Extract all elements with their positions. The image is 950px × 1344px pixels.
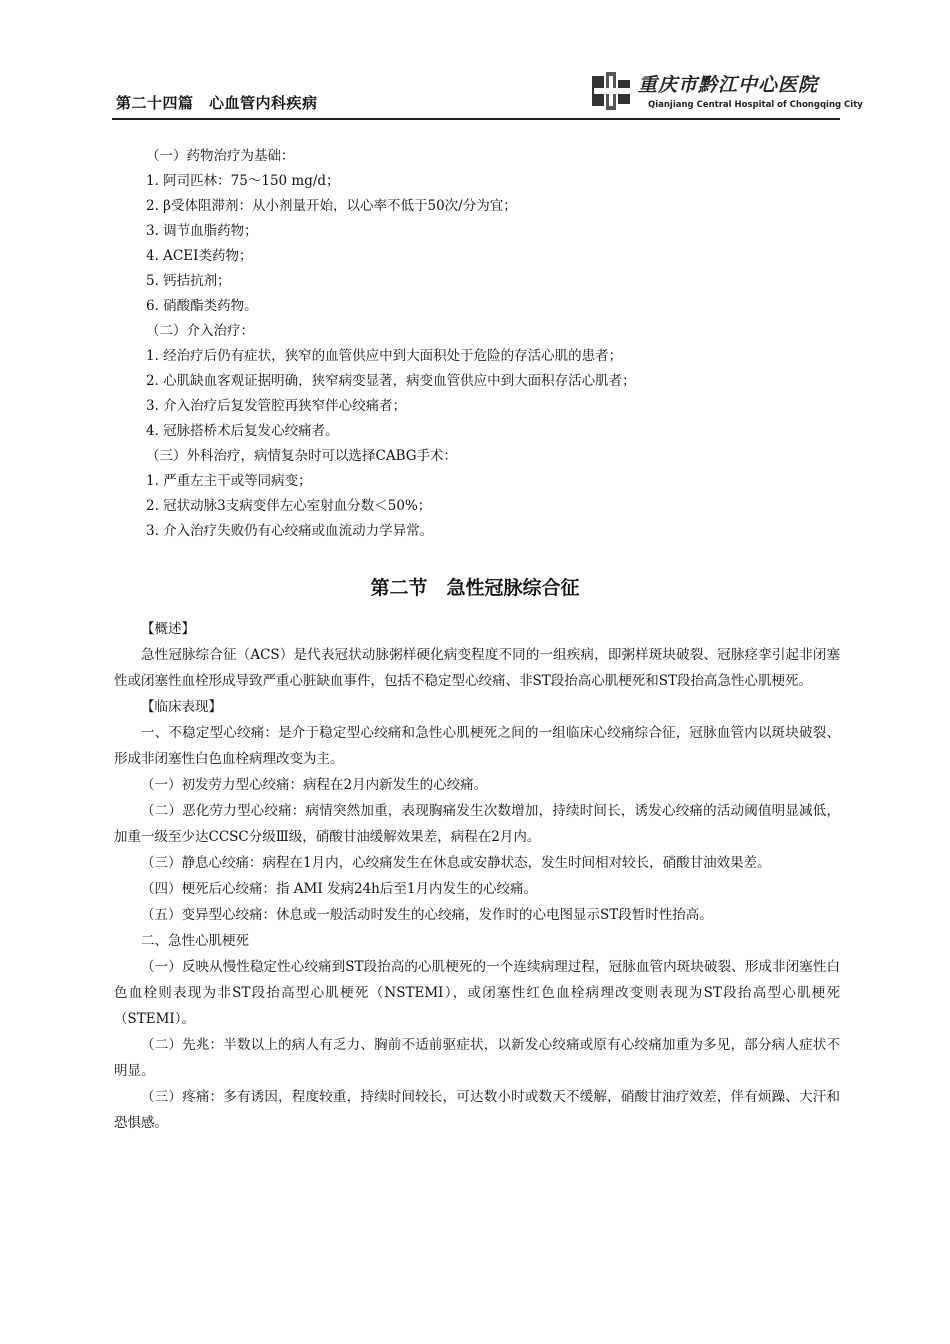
list-item: 3. 介入治疗后复发管腔再狭窄伴心绞痛者；: [146, 398, 407, 414]
section-body: [114, 616, 840, 1136]
list-item: 2. 冠状动脉3支病变伴左心室射血分数＜50%；: [146, 498, 432, 514]
list-item: 6. 硝酸酯类药物。: [146, 298, 258, 314]
chapter-title: 第二十四篇 心血管内科疾病: [116, 94, 318, 112]
list-item: 3. 调节血脂药物；: [146, 223, 258, 239]
hospital-emblem-icon: [592, 72, 632, 110]
list-item: 1. 经治疗后仍有症状，狭窄的血管供应中到大面积处于危险的存活心肌的患者；: [146, 348, 623, 364]
paragraph-heading: 二、急性心肌梗死: [141, 933, 249, 949]
paragraph-heading: 【概述】: [141, 621, 195, 637]
paragraph: （五）变异型心绞痛：休息或一般活动时发生的心绞痛，发作时的心电图显示ST段暂时性抬高。: [141, 907, 713, 923]
list-item: 1. 阿司匹林：75～150 mg/d；: [146, 173, 340, 189]
paragraph: （三）疼痛：多有诱因，程度较重，持续时间较长，可达数小时或数天不缓解，硝酸甘油疗效差，伴有烦躁、大汗和恐惧感。: [114, 1089, 840, 1131]
list-item: 4. ACEI类药物；: [146, 248, 253, 264]
paragraph: 一、不稳定型心绞痛：是介于稳定型心绞痛和急性心肌梗死之间的一组临床心绞痛综合征，冠脉血管内以斑块破裂、形成非闭塞性白色血栓病理改变为主。: [114, 725, 840, 767]
list-item: （二）介入治疗：: [146, 323, 254, 339]
list-item: （三）外科治疗，病情复杂时可以选择CABG手术：: [146, 448, 458, 464]
section-title: 第二节 急性冠脉综合征: [370, 577, 580, 599]
hospital-logo: [592, 70, 863, 114]
paragraph: （四）梗死后心绞痛：指 AMI 发病24h后至1月内发生的心绞痛。: [141, 881, 537, 897]
paragraph-heading: 【临床表现】: [141, 699, 222, 715]
paragraph: （三）静息心绞痛：病程在1月内，心绞痛发生在休息或安静状态，发生时间相对较长，硝酸甘油效果差。: [141, 855, 771, 871]
page-header: [112, 66, 863, 120]
list-item: 3. 介入治疗失败仍有心绞痛或血流动力学异常。: [146, 523, 434, 539]
paragraph: （一）初发劳力型心绞痛：病程在2月内新发生的心绞痛。: [141, 777, 488, 793]
paragraph: （一）反映从慢性稳定性心绞痛到ST段抬高的心肌梗死的一个连续病理过程，冠脉血管内斑块破裂、形成非闭塞性白色血栓则表现为非ST段抬高型心肌梗死（NSTEMI），或闭塞性红色血栓病理改变则表现为ST段抬高型心肌梗死（STEMI）。: [114, 959, 840, 1027]
list-item: 5. 钙拮抗剂；: [146, 273, 231, 289]
paragraph: （二）先兆：半数以上的病人有乏力、胸前不适前驱症状，以新发心绞痛或原有心绞痛加重为多见，部分病人症状不明显。: [114, 1037, 840, 1079]
list-item: 1. 严重左主干或等同病变；: [146, 473, 312, 489]
list-item: 4. 冠脉搭桥术后复发心绞痛者。: [146, 423, 339, 439]
list-item: （一）药物治疗为基础：: [146, 148, 295, 164]
treatment-list: [146, 144, 846, 544]
logo-english-name: Qianjiang Central Hospital of Chongqing City: [648, 100, 863, 110]
logo-chinese-name: 重庆市黔江中心医院: [638, 74, 819, 96]
list-item: 2. 心肌缺血客观证据明确，狭窄病变显著，病变血管供应中到大面积存活心肌者；: [146, 373, 636, 389]
list-item: 2. β受体阻滞剂：从小剂量开始，以心率不低于50次/分为宜；: [146, 198, 517, 214]
paragraph: （二）恶化劳力型心绞痛：病情突然加重，表现胸痛发生次数增加，持续时间长，诱发心绞痛的活动阈值明显减低，加重一级至少达CCSC分级Ⅲ级，硝酸甘油缓解效果差，病程在2月内。: [114, 803, 840, 845]
paragraph: 急性冠脉综合征（ACS）是代表冠状动脉粥样硬化病变程度不同的一组疾病，即粥样斑块破裂、冠脉痉挛引起非闭塞性或闭塞性血栓形成导致严重心脏缺血事件，包括不稳定型心绞痛、非ST段抬高心肌梗死和ST段抬高急性心肌梗死。: [114, 647, 840, 689]
